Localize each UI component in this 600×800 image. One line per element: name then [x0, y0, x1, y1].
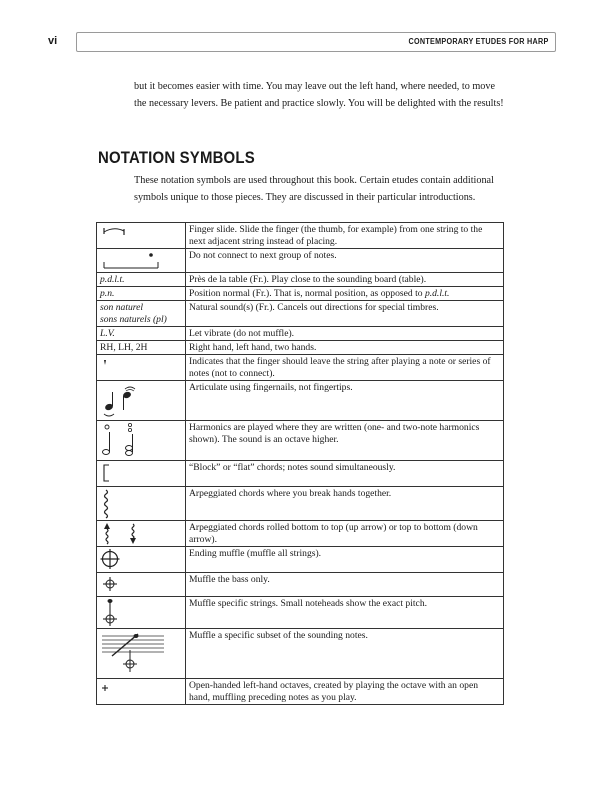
description-text: Position normal (Fr.). That is, normal position, as opposed to — [189, 288, 425, 299]
table-row — [97, 223, 504, 249]
table-row — [97, 547, 504, 573]
description-cell: “Block” or “flat” chords; notes sound simultaneously. — [186, 461, 504, 487]
symbol-cell — [97, 573, 186, 597]
muffle-subset-icon — [100, 630, 166, 676]
finger-slide-icon — [100, 224, 140, 238]
muffle-bass-icon — [100, 574, 124, 594]
description-cell: Ending muffle (muffle all strings). — [186, 547, 504, 573]
page-header — [48, 32, 556, 52]
table-row — [97, 327, 504, 341]
description-italic: p.d.l.t. — [424, 288, 450, 299]
symbol-cell — [97, 381, 186, 421]
header-bar — [76, 32, 556, 52]
muffle-strings-icon — [100, 598, 124, 628]
section-intro: These notation symbols are used throughout this book. Certain etudes contain additional symbols unique to those pieces. They are discussed in their particular introductions. — [134, 175, 494, 203]
table-row — [97, 461, 504, 487]
table-row — [97, 341, 504, 355]
symbol-cell — [97, 487, 186, 521]
description-cell: Open-handed left-hand octaves, created by playing the octave with an open hand, muffling preceding notes as you play. — [186, 679, 504, 705]
symbol-cell — [97, 461, 186, 487]
fingernail-icon — [100, 382, 160, 420]
symbol-cell — [97, 547, 186, 573]
description-cell: Muffle specific strings. Small noteheads show the exact pitch. — [186, 597, 504, 629]
table-row — [97, 421, 504, 461]
description-cell: Let vibrate (do not muffle). — [186, 327, 504, 341]
arpeggio-direction-icon — [100, 522, 150, 546]
symbol-cell: RH, LH, 2H — [97, 341, 186, 355]
intro-paragraph: but it becomes easier with time. You may leave out the left hand, where needed, to move the necessary levers. Be patient and practice slowly. You will be delighted with the results! — [134, 81, 504, 109]
table-row — [97, 487, 504, 521]
description-cell: Indicates that the finger should leave the string after playing a note or series of notes (not to connect). — [186, 355, 504, 381]
symbol-cell — [97, 421, 186, 461]
harmonics-icon — [100, 422, 160, 460]
symbol-cell — [97, 629, 186, 679]
description-cell: Muffle a specific subset of the sounding notes. — [186, 629, 504, 679]
table-row — [97, 629, 504, 679]
book-title: CONTEMPORARY ETUDES FOR HARP — [409, 37, 549, 46]
symbol-cell — [97, 355, 186, 381]
description-cell: Arpeggiated chords where you break hands together. — [186, 487, 504, 521]
description-cell: Près de la table (Fr.). Play close to the sounding board (table). — [186, 273, 504, 287]
page-number: vi — [48, 35, 58, 47]
table-row — [97, 573, 504, 597]
description-cell: Harmonics are played where they are written (one- and two-note harmonics shown). The sound is an octave higher. — [186, 421, 504, 461]
description-cell: Finger slide. Slide the finger (the thumb, for example) from one string to the next adjacent string instead of placing. — [186, 223, 504, 249]
notation-symbols-table — [96, 222, 504, 705]
symbol-cell — [97, 597, 186, 629]
arpeggio-icon — [100, 488, 120, 520]
symbol-cell: p.n. — [97, 287, 186, 301]
table-row — [97, 521, 504, 547]
description-cell: Arpeggiated chords rolled bottom to top (up arrow) or top to bottom (down arrow). — [186, 521, 504, 547]
block-chord-icon — [100, 462, 120, 484]
description-cell: Natural sound(s) (Fr.). Cancels out directions for special timbres. — [186, 301, 504, 327]
no-connect-icon — [100, 250, 182, 270]
symbol-cell: p.d.l.t. — [97, 273, 186, 287]
description-cell: Right hand, left hand, two hands. — [186, 341, 504, 355]
table-row — [97, 249, 504, 273]
table-row — [97, 273, 504, 287]
table-row — [97, 679, 504, 705]
ending-muffle-icon — [100, 548, 124, 570]
description-cell: Muffle the bass only. — [186, 573, 504, 597]
symbol-cell — [97, 521, 186, 547]
description-cell: Do not connect to next group of notes. — [186, 249, 504, 273]
table-row — [97, 355, 504, 381]
open-hand-octave-icon — [100, 680, 120, 694]
symbol-text-plural: sons naturels (pl) — [100, 314, 167, 325]
symbol-cell — [97, 679, 186, 705]
description-cell — [186, 287, 504, 301]
table-row — [97, 381, 504, 421]
table-row — [97, 597, 504, 629]
symbol-cell — [97, 249, 186, 273]
symbol-cell: L.V. — [97, 327, 186, 341]
table-row — [97, 287, 504, 301]
section-heading: NOTATION SYMBOLS — [98, 148, 255, 167]
leave-string-icon — [100, 356, 120, 370]
symbol-cell — [97, 223, 186, 249]
symbol-text-singular: son naturel — [100, 302, 144, 313]
table-row — [97, 301, 504, 327]
description-cell: Articulate using fingernails, not fingertips. — [186, 381, 504, 421]
symbol-cell — [97, 301, 186, 327]
